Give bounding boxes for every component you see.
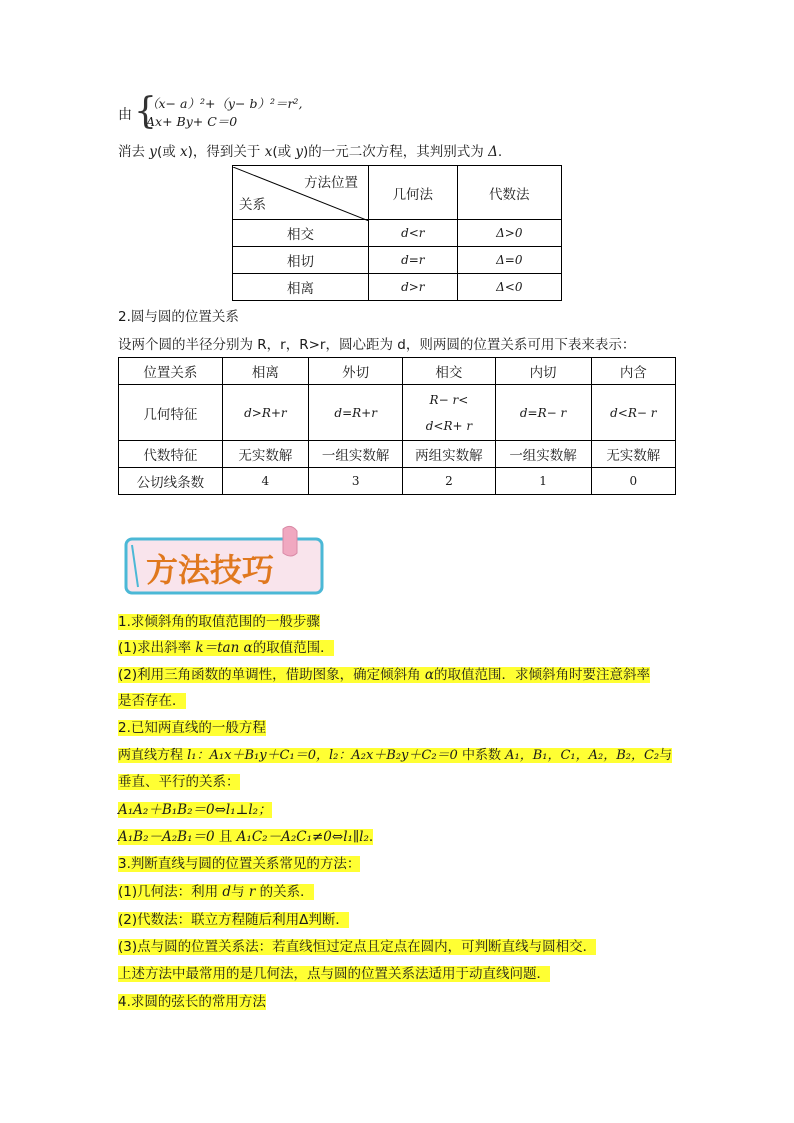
tip-2-title: 2.已知两直线的一般方程 (118, 720, 266, 736)
table-row: 相切 d=r Δ=0 (233, 247, 562, 274)
tip-2a: 两直线方程 l₁：A₁x＋B₁y＋C₁＝0，l₂：A₂x＋B₂y＋C₂＝0 中系数 A₁，B₁，C₁，A₂，B₂，C₂与 (118, 748, 673, 763)
tip-3a: (1)几何法：利用 d与 r 的关系． (118, 884, 314, 900)
tip-2b: A₁A₂＋B₁B₂＝0⇔l₁⊥l₂； (118, 802, 272, 818)
table-row: 代数特征 无实数解 一组实数解 两组实数解 一组实数解 无实数解 (119, 441, 676, 468)
tip-3-title: 3.判断直线与圆的位置关系常见的方法： (118, 856, 361, 872)
circle-circle-table (118, 357, 676, 495)
table-row: 相交 d<r Δ>0 (233, 220, 562, 247)
table-row: 几何特征 d>R+r d=R+r R− r< d<R+ r d=R− r d<R− r (119, 385, 676, 441)
circle-equation: （x− a）²+（y− b）²＝r², (146, 96, 303, 111)
tip-1a: (1)求出斜率 k＝tan α的取值范围． (118, 640, 334, 656)
tip-3c: (3)点与圆的位置关系法：若直线恒过定点且定点在圆内，可判断直线与圆相交． (118, 939, 597, 955)
header-geometric: 几何法 (369, 166, 458, 220)
eliminate-sentence: 消去 y(或 x)，得到关于 x(或 y)的一元二次方程，其判别式为 Δ. (118, 144, 503, 160)
tip-1b-cont: 是否存在． (118, 693, 186, 709)
table-row: 相离 d>r Δ<0 (233, 274, 562, 301)
table-row: 公切线条数 4 3 2 1 0 (119, 468, 676, 495)
system-prefix: 由 (118, 107, 132, 123)
table-row: 位置关系 相离 外切 相交 内切 内含 (119, 358, 676, 385)
paper-clip-icon (283, 526, 297, 556)
section-2-title: 2.圆与圆的位置关系 (118, 309, 239, 325)
banner-title: 方法技巧 (146, 551, 275, 589)
tip-3b: (2)代数法：联立方程随后利用Δ判断． (118, 912, 349, 928)
tip-3d: 上述方法中最常用的是几何法，点与圆的位置关系法适用于动直线问题． (118, 966, 550, 982)
left-brace-icon: { (134, 91, 157, 132)
header-algebraic: 代数法 (457, 166, 561, 220)
tip-1-title: 1.求倾斜角的取值范围的一般步骤 (118, 614, 320, 630)
tip-2c: A₁B₂－A₂B₁＝0 且 A₁C₂－A₂C₁≠0⇔l₁∥l₂. (118, 829, 374, 845)
tip-4-title: 4.求圆的弦长的常用方法 (118, 994, 266, 1010)
table-corner-cell: 方法位置 关系 (233, 166, 369, 220)
line-equation: Ax+ By+ C＝0 (146, 114, 238, 129)
tip-2a-cont: 垂直、平行的关系： (118, 774, 240, 790)
tip-1b: (2)利用三角函数的单调性，借助图象，确定倾斜角 α的取值范围．求倾斜角时要注意斜率 (118, 667, 651, 683)
line-circle-table (232, 165, 562, 301)
method-tips-banner (118, 525, 330, 599)
section-2-description: 设两个圆的半径分别为 R，r，R>r，圆心距为 d，则两圆的位置关系可用下表来表示： (118, 337, 636, 353)
